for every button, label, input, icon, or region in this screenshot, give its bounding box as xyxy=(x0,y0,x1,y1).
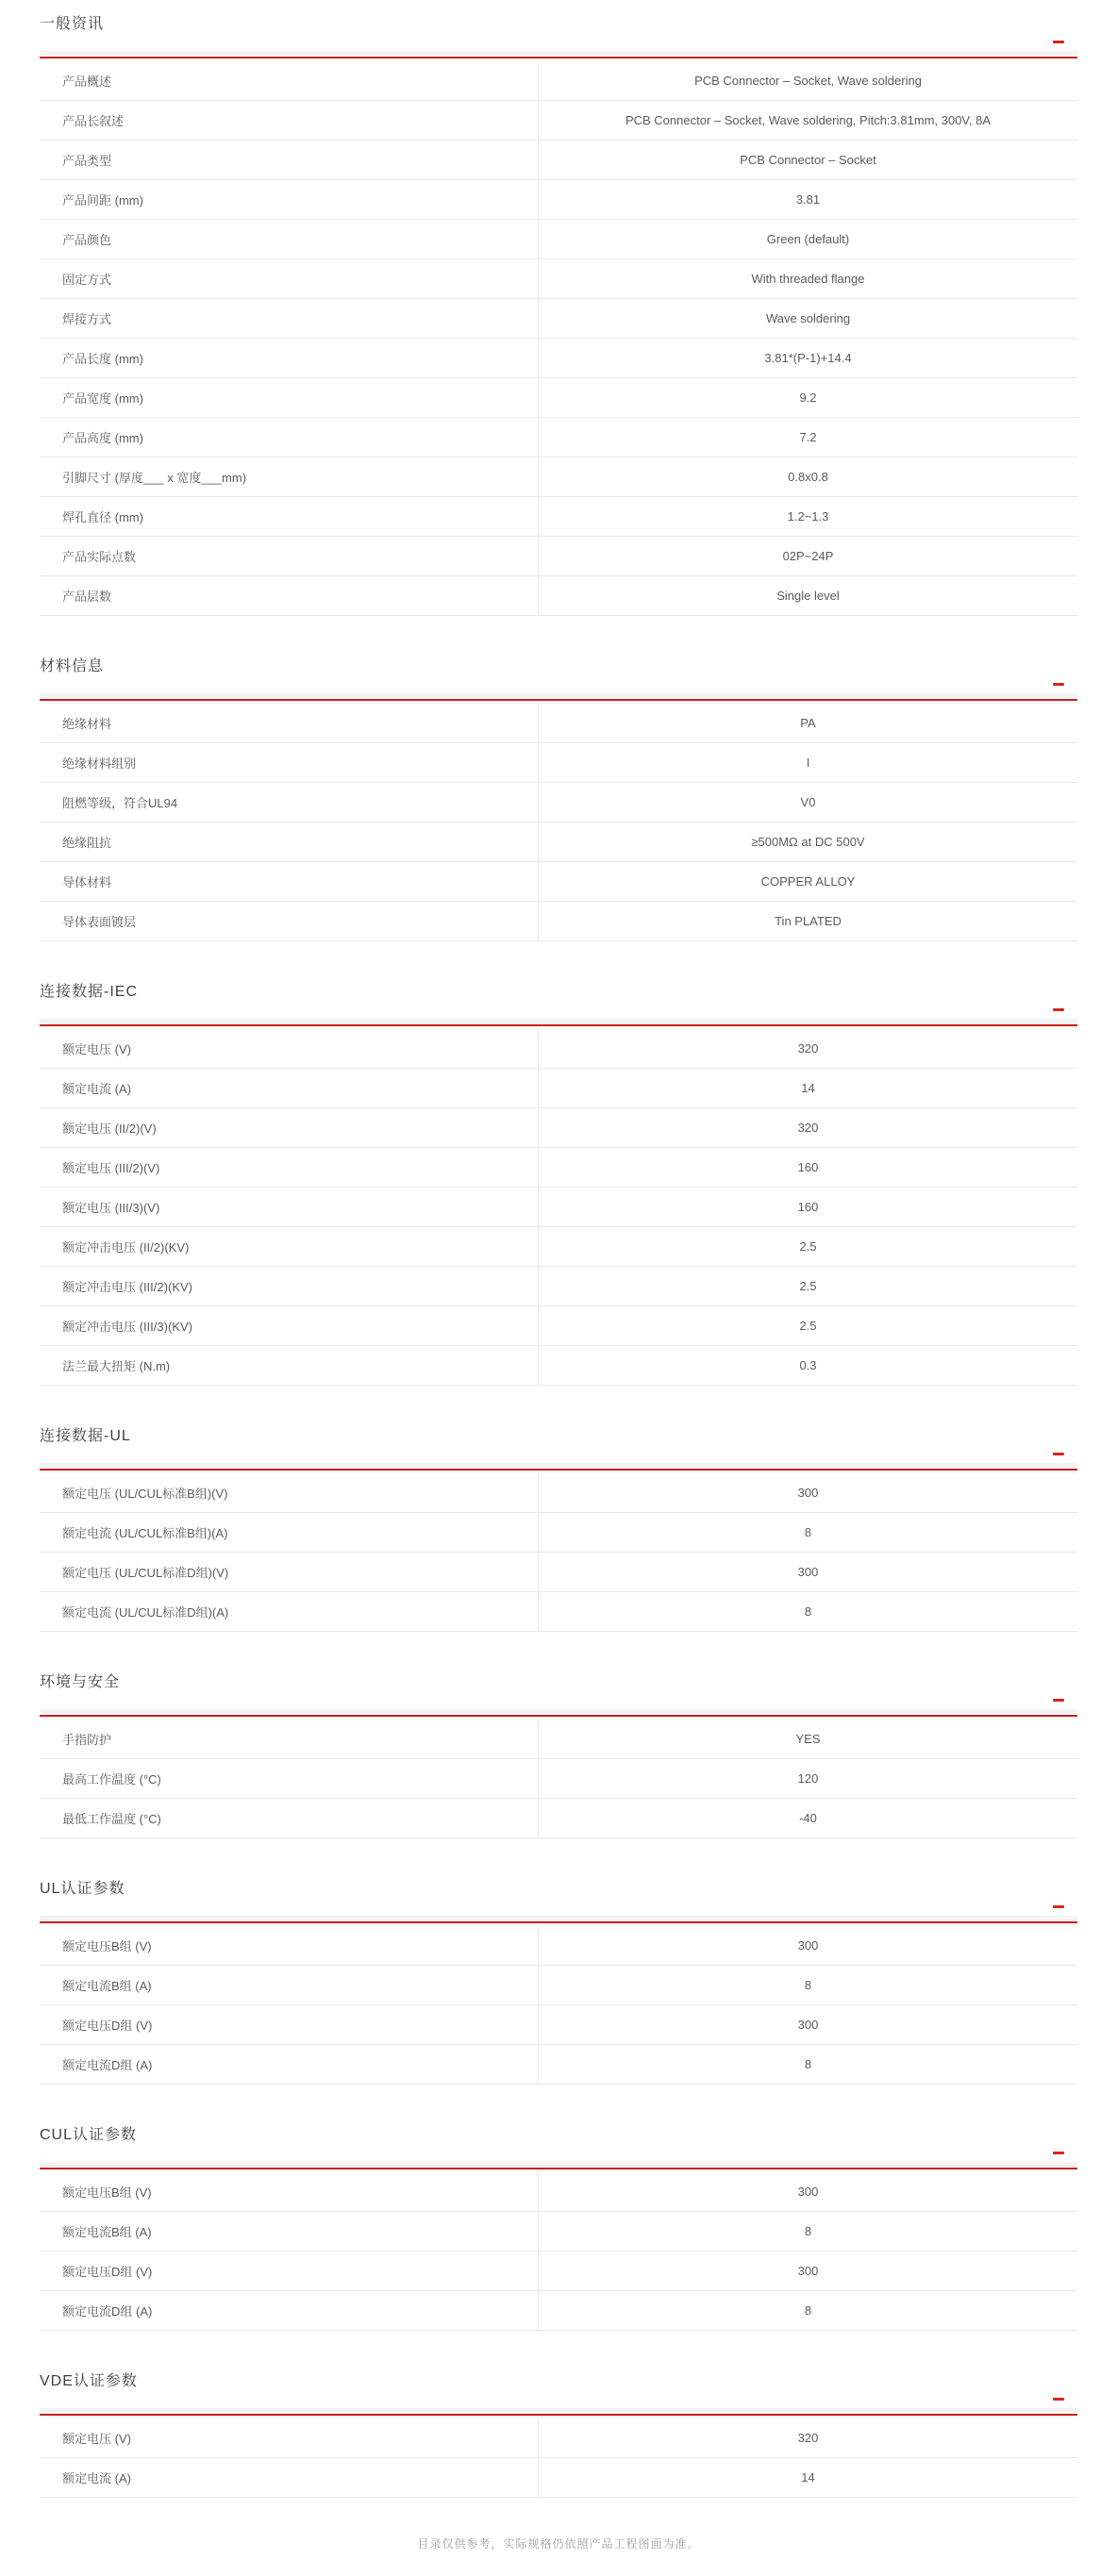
row-value: PCB Connector – Socket xyxy=(538,141,1077,179)
section-divider xyxy=(40,1916,1077,1926)
row-value: 1.2~1.3 xyxy=(538,497,1077,536)
row-label: 绝缘阻抗 xyxy=(62,836,112,850)
divider-dots xyxy=(40,2162,1077,2167)
row-value: 300 xyxy=(538,2252,1077,2290)
row-label: 导体材料 xyxy=(62,875,112,889)
table-row xyxy=(40,378,1077,418)
table-row xyxy=(40,902,1077,941)
product-spec-page xyxy=(40,0,1077,2576)
row-value: -40 xyxy=(538,1799,1077,1837)
row-label: 额定电流 (A) xyxy=(62,1082,131,1096)
row-value: Green (default) xyxy=(538,220,1077,258)
collapse-minus-icon[interactable] xyxy=(1053,2152,1064,2154)
table-row xyxy=(40,1227,1077,1267)
row-value: PA xyxy=(538,704,1077,742)
collapse-minus-icon[interactable] xyxy=(1053,1008,1064,1011)
table-row xyxy=(40,457,1077,497)
row-label: 额定电流D组 (A) xyxy=(62,2058,153,2072)
divider-dots xyxy=(40,2408,1077,2413)
table-row xyxy=(40,2458,1077,2498)
row-value: 300 xyxy=(538,1926,1077,1965)
table-row xyxy=(40,537,1077,576)
row-label: 额定电压 (UL/CUL标准D组)(V) xyxy=(62,1566,229,1580)
divider-dots xyxy=(40,1916,1077,1920)
section-title: UL认证参数 xyxy=(40,1881,125,1897)
table-row xyxy=(40,1926,1077,1966)
row-label: 额定冲击电压 (III/2)(KV) xyxy=(62,1280,192,1294)
table-row xyxy=(40,1720,1077,1759)
row-value: 8 xyxy=(538,1966,1077,2004)
spec-table xyxy=(40,704,1077,941)
table-row xyxy=(40,1513,1077,1553)
row-value: PCB Connector – Socket, Wave soldering, Pitch:3.81mm, 300V, 8A xyxy=(538,101,1077,140)
row-label: 产品实际点数 xyxy=(62,550,137,564)
row-value: 8 xyxy=(538,1513,1077,1552)
row-value: Wave soldering xyxy=(538,299,1077,338)
divider-dots xyxy=(40,1463,1077,1468)
row-label: 固定方式 xyxy=(62,273,112,287)
table-row xyxy=(40,1108,1077,1148)
divider-dots xyxy=(40,1709,1077,1714)
section-header xyxy=(40,2124,1077,2147)
row-label: 法兰最大扭矩 (N.m) xyxy=(62,1359,171,1373)
table-row xyxy=(40,2291,1077,2331)
row-value: 3.81*(P-1)+14.4 xyxy=(538,339,1077,377)
row-value: 8 xyxy=(538,2045,1077,2084)
row-value: 3.81 xyxy=(538,180,1077,219)
table-row xyxy=(40,2212,1077,2252)
section-divider xyxy=(40,2162,1077,2172)
row-value: ≥500MΩ at DC 500V xyxy=(538,823,1077,861)
table-row xyxy=(40,1306,1077,1346)
spec-table xyxy=(40,2172,1077,2331)
row-value: I xyxy=(538,743,1077,782)
section-header xyxy=(40,13,1077,36)
collapse-minus-icon[interactable] xyxy=(1053,1453,1064,1455)
row-label: 额定电流 (UL/CUL标准D组)(A) xyxy=(62,1605,229,1620)
section-title: 连接数据-IEC xyxy=(40,984,139,1000)
divider-dots xyxy=(40,51,1077,56)
table-row xyxy=(40,61,1077,101)
table-row xyxy=(40,1148,1077,1188)
row-value: 8 xyxy=(538,1592,1077,1631)
table-row xyxy=(40,862,1077,902)
section-header xyxy=(40,1671,1077,1694)
collapse-minus-icon[interactable] xyxy=(1053,1905,1064,1908)
spec-table xyxy=(40,1926,1077,2085)
row-label: 引脚尺寸 (厚度___ x 宽度___mm) xyxy=(62,471,247,485)
spec-section-connection-data-ul xyxy=(40,1425,1077,1632)
spec-table xyxy=(40,2418,1077,2498)
row-label: 产品长叙述 xyxy=(62,114,125,128)
spec-section-general-info xyxy=(40,13,1077,616)
row-value: 02P~24P xyxy=(538,537,1077,575)
row-value: 7.2 xyxy=(538,418,1077,457)
row-label: 产品颜色 xyxy=(62,233,112,247)
row-label: 产品长度 (mm) xyxy=(62,352,143,366)
row-value: V0 xyxy=(538,783,1077,822)
row-label: 额定电流 (UL/CUL标准B组)(A) xyxy=(62,1526,228,1540)
spec-section-vde-cert-params xyxy=(40,2370,1077,2498)
row-label: 产品概述 xyxy=(62,75,112,89)
table-row xyxy=(40,2005,1077,2045)
row-label: 额定电压 (II/2)(V) xyxy=(62,1122,157,1136)
row-value: 14 xyxy=(538,2458,1077,2497)
row-label: 产品高度 (mm) xyxy=(62,431,143,445)
table-row xyxy=(40,2418,1077,2458)
row-value: PCB Connector – Socket, Wave soldering xyxy=(538,61,1077,100)
row-label: 焊接方式 xyxy=(62,312,112,326)
spec-table xyxy=(40,1473,1077,1632)
collapse-minus-icon[interactable] xyxy=(1053,683,1064,686)
table-row xyxy=(40,1592,1077,1632)
row-value: 2.5 xyxy=(538,1227,1077,1266)
row-label: 绝缘材料 xyxy=(62,717,112,731)
spec-section-ul-cert-params xyxy=(40,1878,1077,2085)
row-value: 120 xyxy=(538,1759,1077,1798)
table-row xyxy=(40,1346,1077,1386)
row-label: 额定电压 (III/2)(V) xyxy=(62,1161,160,1175)
table-row xyxy=(40,1267,1077,1306)
spec-sections xyxy=(40,13,1077,2498)
row-label: 产品类型 xyxy=(62,154,112,168)
spec-table xyxy=(40,61,1077,616)
section-divider xyxy=(40,1463,1077,1473)
row-value: 0.8x0.8 xyxy=(538,457,1077,496)
row-label: 最高工作温度 (°C) xyxy=(62,1772,161,1787)
section-divider xyxy=(40,1019,1077,1029)
row-label: 额定电压B组 (V) xyxy=(62,1939,152,1953)
section-title: 一般资讯 xyxy=(40,16,105,32)
section-divider xyxy=(40,1709,1077,1720)
table-row xyxy=(40,1029,1077,1069)
row-label: 额定电压D组 (V) xyxy=(62,2265,153,2279)
row-label: 额定电压B组 (V) xyxy=(62,2185,152,2200)
spec-table xyxy=(40,1029,1077,1386)
row-label: 产品宽度 (mm) xyxy=(62,391,143,406)
row-value: 9.2 xyxy=(538,378,1077,417)
row-label: 额定冲击电压 (III/3)(KV) xyxy=(62,1320,192,1334)
table-row xyxy=(40,101,1077,141)
table-row xyxy=(40,1799,1077,1838)
table-row xyxy=(40,497,1077,537)
divider-dots xyxy=(40,693,1077,698)
row-label: 最低工作温度 (°C) xyxy=(62,1812,161,1826)
spec-section-connection-data-iec xyxy=(40,981,1077,1386)
table-row xyxy=(40,259,1077,299)
row-label: 额定电压D组 (V) xyxy=(62,2019,153,2033)
row-label: 额定电压 (V) xyxy=(62,2432,131,2446)
section-divider xyxy=(40,693,1077,704)
table-row xyxy=(40,1966,1077,2005)
row-value: 160 xyxy=(538,1148,1077,1187)
table-row xyxy=(40,141,1077,180)
table-row xyxy=(40,783,1077,823)
section-header xyxy=(40,981,1077,1004)
row-value: 300 xyxy=(538,1473,1077,1512)
section-title: 材料信息 xyxy=(40,658,105,674)
row-value: 8 xyxy=(538,2291,1077,2330)
row-label: 产品间距 (mm) xyxy=(62,193,143,208)
section-title: VDE认证参数 xyxy=(40,2373,138,2389)
section-header xyxy=(40,2370,1077,2393)
row-label: 额定电流B组 (A) xyxy=(62,1979,152,1993)
table-row xyxy=(40,743,1077,783)
spec-table xyxy=(40,1720,1077,1838)
row-label: 绝缘材料组别 xyxy=(62,756,137,771)
row-value: 14 xyxy=(538,1069,1077,1107)
table-row xyxy=(40,418,1077,457)
row-value: COPPER ALLOY xyxy=(538,862,1077,901)
section-divider xyxy=(40,2408,1077,2418)
section-header xyxy=(40,656,1077,678)
row-value: Single level xyxy=(538,576,1077,615)
row-label: 焊孔直径 (mm) xyxy=(62,510,143,524)
collapse-minus-icon[interactable] xyxy=(1053,41,1064,43)
row-label: 额定电流B组 (A) xyxy=(62,2225,152,2239)
row-value: 0.3 xyxy=(538,1346,1077,1385)
row-label: 阻燃等级，符合UL94 xyxy=(62,796,178,810)
table-row xyxy=(40,339,1077,378)
row-value: 320 xyxy=(538,1029,1077,1068)
row-value: 300 xyxy=(538,2172,1077,2211)
table-row xyxy=(40,220,1077,259)
row-value: 320 xyxy=(538,1108,1077,1147)
spec-section-environment-safety xyxy=(40,1671,1077,1838)
table-row xyxy=(40,1759,1077,1799)
table-row xyxy=(40,1069,1077,1108)
row-label: 额定电流 (A) xyxy=(62,2471,131,2485)
table-row xyxy=(40,704,1077,743)
row-value: 300 xyxy=(538,2005,1077,2044)
section-header xyxy=(40,1425,1077,1448)
row-label: 额定电流D组 (A) xyxy=(62,2304,153,2318)
table-row xyxy=(40,1553,1077,1592)
row-value: Tin PLATED xyxy=(538,902,1077,940)
table-row xyxy=(40,2252,1077,2291)
collapse-minus-icon[interactable] xyxy=(1053,1699,1064,1702)
table-row xyxy=(40,2045,1077,2085)
spec-section-material-info xyxy=(40,656,1077,941)
footer-note: 目录仅供参考，实际规格仍依照产品工程图面为准。 xyxy=(417,2537,700,2551)
row-value: With threaded flange xyxy=(538,259,1077,298)
section-header xyxy=(40,1878,1077,1901)
spec-section-cul-cert-params xyxy=(40,2124,1077,2331)
row-value: YES xyxy=(538,1720,1077,1758)
row-value: 2.5 xyxy=(538,1306,1077,1345)
row-value: 8 xyxy=(538,2212,1077,2251)
row-label: 产品层数 xyxy=(62,590,112,604)
section-title: 连接数据-UL xyxy=(40,1428,131,1444)
table-row xyxy=(40,299,1077,339)
divider-dots xyxy=(40,1019,1077,1023)
row-value: 160 xyxy=(538,1188,1077,1226)
table-row xyxy=(40,180,1077,220)
table-row xyxy=(40,2172,1077,2212)
table-row xyxy=(40,823,1077,862)
row-label: 额定冲击电压 (II/2)(KV) xyxy=(62,1240,190,1255)
table-row xyxy=(40,1473,1077,1513)
table-row xyxy=(40,1188,1077,1227)
section-divider xyxy=(40,51,1077,61)
row-label: 手指防护 xyxy=(62,1733,112,1747)
table-row xyxy=(40,576,1077,616)
section-title: CUL认证参数 xyxy=(40,2127,138,2143)
row-label: 额定电压 (III/3)(V) xyxy=(62,1201,160,1215)
collapse-minus-icon[interactable] xyxy=(1053,2398,1064,2401)
row-label: 额定电压 (V) xyxy=(62,1042,131,1056)
row-value: 320 xyxy=(538,2418,1077,2457)
row-label: 导体表面镀层 xyxy=(62,915,137,929)
section-title: 环境与安全 xyxy=(40,1674,121,1690)
row-label: 额定电压 (UL/CUL标准B组)(V) xyxy=(62,1487,228,1501)
row-value: 300 xyxy=(538,1553,1077,1591)
row-value: 2.5 xyxy=(538,1267,1077,1305)
